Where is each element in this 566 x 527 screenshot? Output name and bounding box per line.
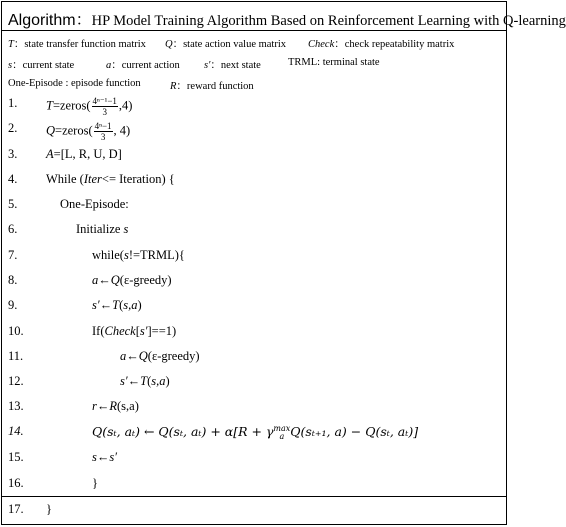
- code-var: Q: [138, 349, 148, 363]
- title-rule: [2, 30, 506, 31]
- code-text: }: [92, 476, 98, 490]
- fraction-numerator: 4ⁿ⁻¹−1: [92, 96, 117, 106]
- code-text: ←: [127, 374, 141, 388]
- code-text: =[L, R, U, D]: [53, 147, 122, 161]
- max-operator: [273, 425, 290, 441]
- code-line-14: [8, 424, 500, 448]
- code-var: s′: [92, 298, 100, 312]
- code-text: (ε-greedy): [147, 349, 200, 363]
- code-var: Q: [110, 273, 120, 287]
- code-var: s,a: [151, 374, 166, 388]
- fraction: [94, 121, 113, 142]
- code-text: ,4): [118, 98, 133, 113]
- code-var: r: [92, 399, 97, 413]
- fraction-denominator: 3: [100, 132, 106, 142]
- code-line-17: [8, 502, 500, 526]
- line-number: 13.: [8, 399, 24, 413]
- algorithm-title: [8, 7, 566, 30]
- code-text: =zeros(: [55, 123, 93, 138]
- code-line-9: [8, 298, 500, 322]
- code-line-1: [8, 96, 500, 120]
- code-text: [: [135, 324, 140, 338]
- line-number: 15.: [8, 450, 24, 464]
- code-line-11: [8, 349, 500, 373]
- code-var: s′: [120, 374, 128, 388]
- legend-sym-s: s: [8, 60, 13, 71]
- code-text: !=TRML){: [128, 248, 185, 262]
- code-text: =zeros(: [52, 98, 91, 113]
- code-line-8: [8, 273, 500, 297]
- code-var: T: [112, 298, 120, 312]
- code-text: Initialize: [76, 222, 124, 236]
- code-text: ←: [99, 298, 113, 312]
- line-number: 1.: [8, 96, 18, 110]
- line-number: 9.: [8, 298, 18, 312]
- code-text: <= Iteration) {: [101, 172, 175, 186]
- code-text: While (: [46, 172, 84, 186]
- legend-desc-s: ：current state: [12, 60, 75, 71]
- legend-desc-R: ：reward function: [176, 81, 254, 92]
- code-text: ): [165, 374, 170, 388]
- legend-desc-s-prime: ：next state: [210, 60, 261, 71]
- algorithm-label: Algorithm: [8, 12, 76, 29]
- code-line-13: [8, 399, 500, 423]
- algorithm-box: [1, 1, 566, 525]
- line-number: 4.: [8, 172, 18, 186]
- legend-desc-a: ：current action: [111, 60, 180, 71]
- line-number: 7.: [8, 248, 18, 262]
- code-var: a: [92, 273, 99, 287]
- code-text: ]==1): [147, 324, 177, 338]
- code-line-5: [8, 197, 500, 221]
- line-number: 5.: [8, 197, 18, 211]
- code-var: s,a: [123, 298, 138, 312]
- code-text: , 4): [113, 123, 131, 138]
- line-number: 17.: [8, 502, 24, 516]
- line-number: 6.: [8, 222, 18, 236]
- code-line-7: [8, 248, 500, 272]
- line-number: 12.: [8, 374, 24, 388]
- legend-sym-R: R: [170, 81, 177, 92]
- title-separator: ：: [75, 12, 92, 29]
- line-number: 8.: [8, 273, 18, 287]
- code-line-15: [8, 450, 500, 474]
- line-number: 11.: [8, 349, 24, 363]
- bottom-rule: [2, 496, 506, 497]
- legend-desc-one-episode: One-Episode : episode function: [8, 78, 141, 89]
- code-var: T: [140, 374, 148, 388]
- legend-desc-Q: ：state action value matrix: [172, 39, 287, 50]
- max-label: max: [273, 423, 291, 433]
- code-text: ←: [96, 450, 110, 464]
- legend-desc-trml: TRML: terminal state: [288, 57, 380, 68]
- code-line-10: [8, 324, 500, 348]
- fraction: [92, 96, 118, 117]
- algorithm-title-text: HP Model Training Algorithm Based on Reinforcement Learning with Q-learning: [91, 13, 566, 29]
- line-number: 2.: [8, 121, 18, 135]
- legend-sym-T: T: [8, 39, 14, 50]
- code-text: ←: [96, 399, 110, 413]
- code-text: }: [46, 502, 52, 516]
- legend-desc-check: ：check repeatability matrix: [334, 39, 455, 50]
- code-var: A: [46, 147, 54, 161]
- code-text: (s,a): [117, 399, 139, 413]
- legend-sym-s-prime: s′: [204, 60, 211, 71]
- code-line-3: [8, 147, 500, 171]
- code-text: If(: [92, 324, 105, 338]
- code-text: One-Episode:: [60, 197, 129, 211]
- code-var: R: [109, 399, 118, 413]
- code-text: ←: [98, 273, 111, 287]
- code-text: (: [119, 298, 124, 312]
- line-number: 3.: [8, 147, 18, 161]
- fraction-denominator: 3: [102, 107, 107, 117]
- code-var: T: [46, 98, 53, 113]
- code-text: ): [137, 298, 142, 312]
- code-var: s: [92, 450, 97, 464]
- code-line-12: [8, 374, 500, 398]
- legend-sym-Q: Q: [165, 39, 173, 50]
- line-number: 14.: [8, 424, 24, 438]
- code-var: s′: [139, 324, 148, 338]
- legend-sym-a: a: [106, 60, 112, 71]
- q-update-formula-tail: Q(sₜ₊₁, a) − Q(sₜ, aₜ)]: [290, 424, 419, 439]
- code-var: a: [120, 349, 127, 363]
- q-update-formula: Q(sₜ, aₜ) ← Q(sₜ, aₜ) + α[R + γ: [92, 424, 274, 439]
- legend-sym-check: Check: [308, 39, 335, 50]
- code-text: (ε-greedy): [119, 273, 172, 287]
- line-number: 16.: [8, 476, 24, 490]
- max-subscript: a: [279, 431, 285, 441]
- code-line-4: [8, 172, 500, 196]
- code-var: s: [123, 222, 129, 236]
- code-text: ←: [126, 349, 139, 363]
- code-var: s: [123, 248, 129, 262]
- code-var: s′: [109, 450, 117, 464]
- code-text: while(: [92, 248, 124, 262]
- code-var: Check: [104, 324, 136, 338]
- legend-desc-T: ：state transfer function matrix: [13, 39, 146, 50]
- line-number: 10.: [8, 324, 24, 338]
- code-var: Iter: [83, 172, 102, 186]
- code-line-2: [8, 121, 500, 145]
- code-line-6: [8, 222, 500, 246]
- fraction-numerator: 4ⁿ−1: [94, 121, 112, 131]
- code-var: Q: [46, 123, 56, 138]
- code-text: (: [147, 374, 152, 388]
